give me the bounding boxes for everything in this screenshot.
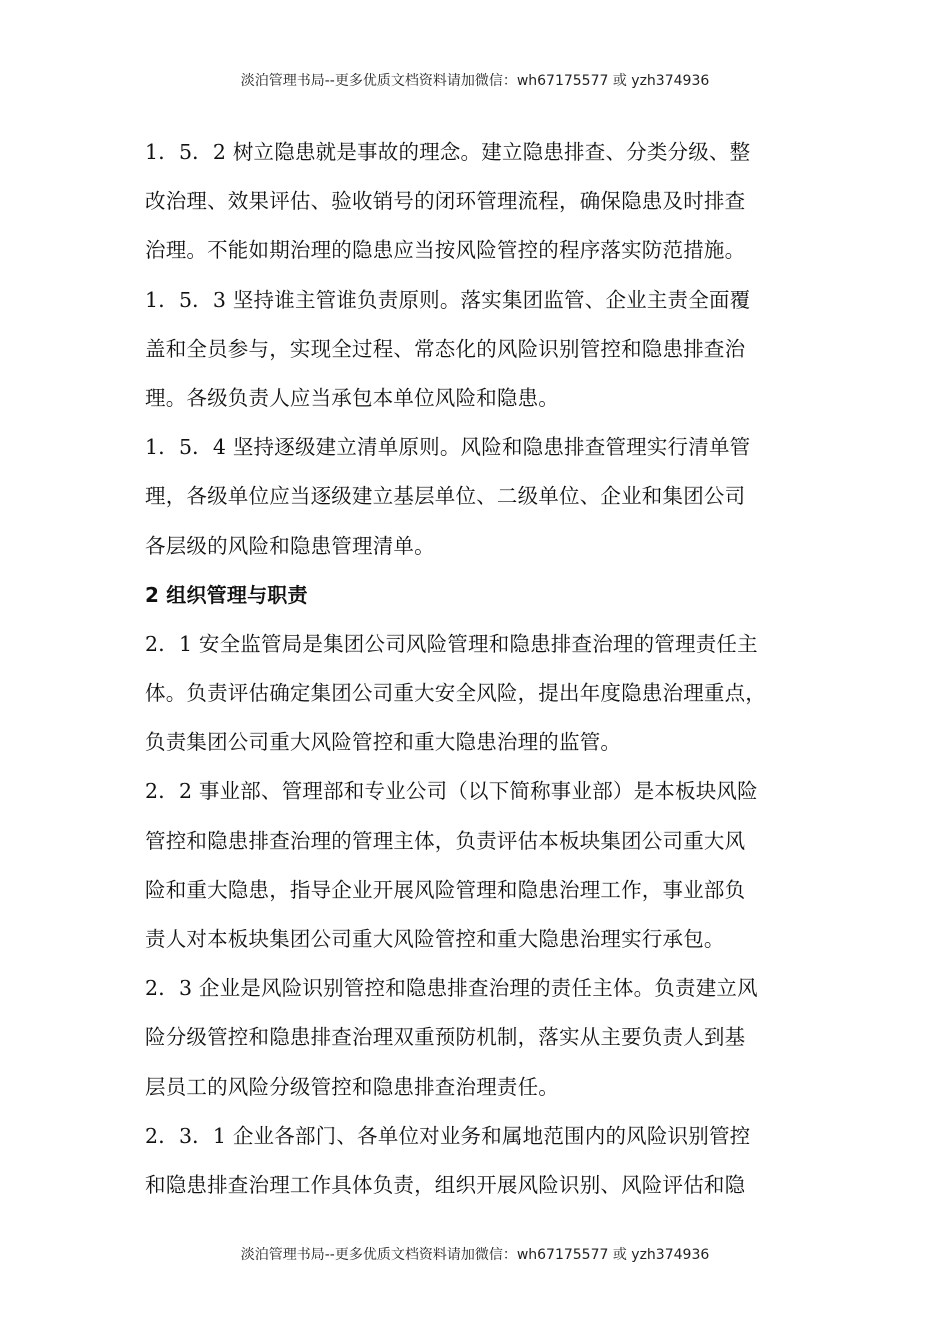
- paragraph-1-5-4-line-1: 1．5．4 坚持逐级建立清单原则。风险和隐患排查管理实行清单管: [145, 435, 751, 460]
- paragraph-2-3-line-2: 险分级管控和隐患排查治理双重预防机制，落实从主要负责人到基: [145, 1025, 746, 1050]
- page-header: 淡泊管理书局--更多优质文档资料请加微信：wh67175577 或 yzh374936: [240, 73, 710, 89]
- page-footer: 淡泊管理书局--更多优质文档资料请加微信：wh67175577 或 yzh374936: [240, 1247, 710, 1263]
- paragraph-2-1-line-2: 体。负责评估确定集团公司重大安全风险，提出年度隐患治理重点，: [145, 681, 766, 706]
- paragraph-1-5-2-line-3: 治理。不能如期治理的隐患应当按风险管控的程序落实防范措施。: [145, 238, 746, 263]
- paragraph-2-2-line-1: 2．2 事业部、管理部和专业公司（以下简称事业部）是本板块风险: [145, 779, 758, 804]
- paragraph-2-2-line-4: 责人对本板块集团公司重大风险管控和重大隐患治理实行承包。: [145, 927, 725, 951]
- paragraph-1-5-3-line-1: 1．5．3 坚持谁主管谁负责原则。落实集团监管、企业主责全面覆: [145, 287, 751, 312]
- paragraph-1-5-3-line-3: 理。各级负责人应当承包本单位风险和隐患。: [145, 385, 559, 410]
- paragraph-1-5-2-line-1: 1．5．2 树立隐患就是事故的理念。建立隐患排查、分类分级、整: [145, 140, 751, 164]
- paragraph-2-3-1-line-2: 和隐患排查治理工作具体负责，组织开展风险识别、风险评估和隐: [145, 1172, 746, 1197]
- document-body: [145, 128, 835, 1210]
- paragraph-2-3-line-1: 2．3 企业是风险识别管控和隐患排查治理的责任主体。负责建立风: [145, 976, 758, 1001]
- paragraph-2-2-line-2: 管控和隐患排查治理的管理主体，负责评估本板块集团公司重大风: [145, 828, 746, 853]
- paragraph-1-5-3-line-2: 盖和全员参与，实现全过程、常态化的风险识别管控和隐患排查治: [145, 336, 746, 361]
- paragraph-2-1-line-3: 负责集团公司重大风险管控和重大隐患治理的监管。: [145, 730, 622, 755]
- paragraph-2-1-line-1: 2．1 安全监管局是集团公司风险管理和隐患排查治理的管理责任主: [145, 631, 758, 656]
- paragraph-1-5-4-line-3: 各层级的风险和隐患管理清单。: [145, 533, 435, 558]
- paragraph-2-3-1-line-1: 2．3．1 企业各部门、各单位对业务和属地范围内的风险识别管控: [145, 1123, 751, 1148]
- paragraph-2-2-line-3: 险和重大隐患，指导企业开展风险管理和隐患治理工作，事业部负: [145, 877, 746, 902]
- paragraph-1-5-2-line-2: 改治理、效果评估、验收销号的闭环管理流程，确保隐患及时排查: [145, 189, 746, 214]
- section-heading-2: 2 组织管理与职责: [145, 582, 308, 607]
- paragraph-2-3-line-3: 层员工的风险分级管控和隐患排查治理责任。: [145, 1074, 559, 1099]
- paragraph-1-5-4-line-2: 理，各级单位应当逐级建立基层单位、二级单位、企业和集团公司: [145, 484, 746, 509]
